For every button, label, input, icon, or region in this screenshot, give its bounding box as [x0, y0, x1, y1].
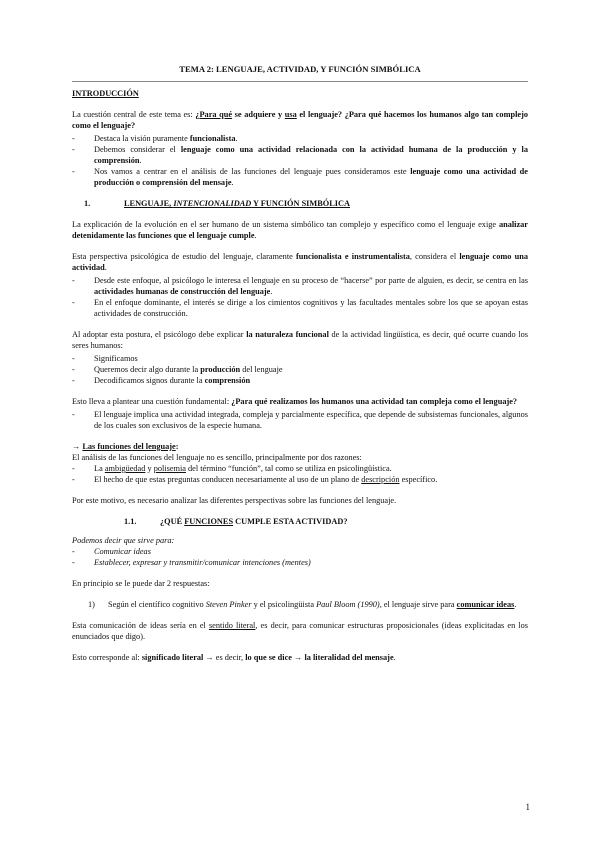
- title-divider: [72, 81, 528, 82]
- text: , el lenguaje sirve para: [379, 600, 457, 609]
- functions-heading: [72, 441, 528, 452]
- text: →: [291, 653, 305, 662]
- text: la literalidad del mensaje: [304, 653, 394, 662]
- purpose-list: [72, 546, 528, 568]
- perspective-list: [72, 275, 528, 319]
- text: , es decir, para comunicar estructuras proposicionales (ideas explicitadas en los enunciados que digo).: [72, 621, 529, 641]
- paragraph: [72, 251, 528, 273]
- text: polisemia: [153, 464, 186, 473]
- paragraph: [72, 652, 528, 663]
- paragraph: [72, 329, 528, 351]
- text: Paul Bloom (1990): [316, 600, 380, 609]
- list-item: [72, 144, 528, 166]
- text: .: [139, 156, 142, 165]
- list-item: [72, 297, 528, 319]
- text: específico.: [399, 475, 438, 484]
- list-item: [72, 166, 528, 188]
- text: ¿QUÉ: [160, 517, 185, 526]
- paragraph: El análisis de las funciones del lenguaje no es sencillo, principalmente por dos razones:: [72, 453, 362, 462]
- text: .: [393, 653, 396, 662]
- text: funcionalista: [189, 134, 236, 143]
- text: y el psicolingüista: [251, 600, 317, 609]
- text: → es decir,: [203, 653, 246, 662]
- text: Decodificamos signos durante la: [94, 376, 205, 385]
- text: Desde este enfoque, al psicólogo le interesa el lenguaje en su proceso de “hacerse” por parte de alguien, es decir, se centra en las: [94, 276, 528, 285]
- text: funcionalista e instrumentalista: [296, 252, 410, 261]
- section-number: 1.: [84, 199, 91, 208]
- text: La explicación de la evolución en el ser humano de un sistema simbólico tan complejo y específico como el lenguaje exige: [72, 220, 499, 229]
- text: Y FUNCIÓN SIMBÓLICA: [251, 199, 350, 208]
- text: lo que se dice: [245, 653, 292, 662]
- text: descripción: [361, 475, 400, 484]
- arrow-icon: →: [72, 442, 83, 451]
- text: Nos vamos a centrar en el análisis de las funciones del lenguaje pues consideramos este: [94, 167, 411, 176]
- list-item: [72, 375, 528, 386]
- text: LENGUAJE,: [124, 199, 174, 208]
- text: comunicar ideas: [456, 600, 515, 609]
- text: CUMPLE ESTA ACTIVIDAD?: [233, 517, 348, 526]
- text: usa: [284, 110, 297, 119]
- list-item: - Comunicar ideas: [72, 546, 528, 557]
- text: Según el científico cognitivo: [108, 600, 206, 609]
- text: ¿Para qué realizamos los humanos una actividad tan compleja como el lenguaje?: [231, 397, 518, 406]
- text: .: [104, 263, 107, 272]
- document-title: TEMA 2: LENGUAJE, ACTIVIDAD, Y FUNCIÓN SIMBÓLICA: [179, 64, 421, 74]
- text: Esta comunicación de ideas sería en el: [72, 621, 209, 630]
- text: del lenguaje: [240, 365, 283, 374]
- text: analizar detenidamente las funciones que el lenguaje cumple: [72, 220, 528, 240]
- text: Para qué: [199, 110, 233, 119]
- text: del término “función”, tal como se utiliza en psicolingüística.: [185, 464, 392, 473]
- list-item: [72, 463, 528, 474]
- text: comprensión: [204, 376, 251, 385]
- text: Las funciones del lenguaje: [82, 442, 176, 451]
- text: lenguaje como una actividad: [72, 252, 528, 272]
- list-item: [72, 474, 528, 485]
- text: producción: [200, 365, 241, 374]
- text: sentido literal: [208, 621, 256, 630]
- text: Esta perspectiva psicológica de estudio del lenguaje, claramente: [72, 252, 297, 261]
- text: Significamos: [94, 354, 138, 363]
- text: .: [514, 600, 517, 609]
- list-item: [72, 133, 528, 144]
- text: La cuestión central de este tema es:: [72, 110, 196, 119]
- text: la naturaleza funcional: [246, 330, 329, 339]
- intro-paragraph: [72, 109, 528, 131]
- answers-list: [72, 599, 528, 610]
- intro-list: [72, 133, 528, 188]
- text: lenguaje como una actividad relacionada con la actividad humana de la producción y la comprensión: [94, 145, 528, 165]
- text: .: [270, 287, 273, 296]
- text: Queremos decir algo durante la: [94, 365, 201, 374]
- list-item: [72, 409, 528, 431]
- list-number: 1): [88, 600, 95, 609]
- list-item: [72, 599, 528, 610]
- activity-list: [72, 353, 528, 386]
- language-list: [72, 409, 528, 431]
- text: El lenguaje implica una actividad integrada, compleja y parcialmente específica, que depende de subsistemas funcionales, algunos de los cuales son exclusivos de la especie humana.: [94, 410, 528, 430]
- section-number: 1.1.: [124, 517, 137, 526]
- text: de la actividad lingüística, es decir, qué ocurre cuando los seres humanos:: [72, 330, 528, 350]
- reasons-list: [72, 463, 528, 485]
- text: Al adoptar esta postura, el psicólogo debe explicar: [72, 330, 247, 339]
- text: se adquiere y: [232, 110, 285, 119]
- page-number: 1: [525, 802, 530, 812]
- paragraph: Podemos decir que sirve para:: [72, 536, 175, 545]
- text: INTENCIONALIDAD: [173, 199, 252, 208]
- text: , considera el: [409, 252, 460, 261]
- text: Esto lleva a plantear una cuestión fundamental:: [72, 397, 232, 406]
- text: .: [254, 231, 257, 240]
- text: y: [145, 464, 154, 473]
- text: En el enfoque dominante, el interés se dirige a los cimientos cognitivos y las facultades mentales sobre los que se apoyan estas actividades de construcción.: [94, 298, 528, 318]
- text: actividades humanas de construcción del lenguaje: [94, 287, 271, 296]
- text: .: [235, 134, 238, 143]
- text: .: [231, 178, 234, 187]
- subsection-heading-1-1: [72, 516, 528, 527]
- text: significado literal: [141, 653, 204, 662]
- list-item: [72, 364, 528, 375]
- paragraph: [72, 219, 528, 241]
- list-item: - Establecer, expresar y transmitir/comunicar intenciones (mentes): [72, 557, 528, 568]
- intro-heading: INTRODUCCIÓN: [72, 89, 139, 98]
- paragraph: [72, 396, 528, 407]
- text: Esto corresponde al:: [72, 653, 142, 662]
- paragraph: Por este motivo, es necesario analizar las diferentes perspectivas sobre las funciones del lenguaje.: [72, 496, 397, 505]
- list-item: [72, 353, 528, 364]
- document-page: [72, 64, 528, 673]
- paragraph: En principio se le puede dar 2 respuestas:: [72, 579, 210, 588]
- paragraph: [72, 620, 528, 642]
- text: :: [175, 442, 179, 451]
- text: el lenguaje? ¿Para qué hacemos los humanos algo tan complejo como el lenguaje?: [72, 110, 528, 130]
- text: FUNCIONES: [184, 517, 234, 526]
- list-item: [72, 275, 528, 297]
- text: ¿: [195, 110, 200, 119]
- text: Debemos considerar el: [94, 145, 181, 154]
- text: ambigüedad: [104, 464, 146, 473]
- text: Destaca la visión puramente: [94, 134, 190, 143]
- section-heading-1: [72, 198, 528, 209]
- text: El hecho de que estas preguntas conducen necesariamente al uso de un plano de: [94, 475, 362, 484]
- text: lenguaje como una actividad de producción o comprensión del mensaje: [94, 167, 528, 187]
- text: Steven Pinker: [205, 600, 252, 609]
- text: La: [94, 464, 105, 473]
